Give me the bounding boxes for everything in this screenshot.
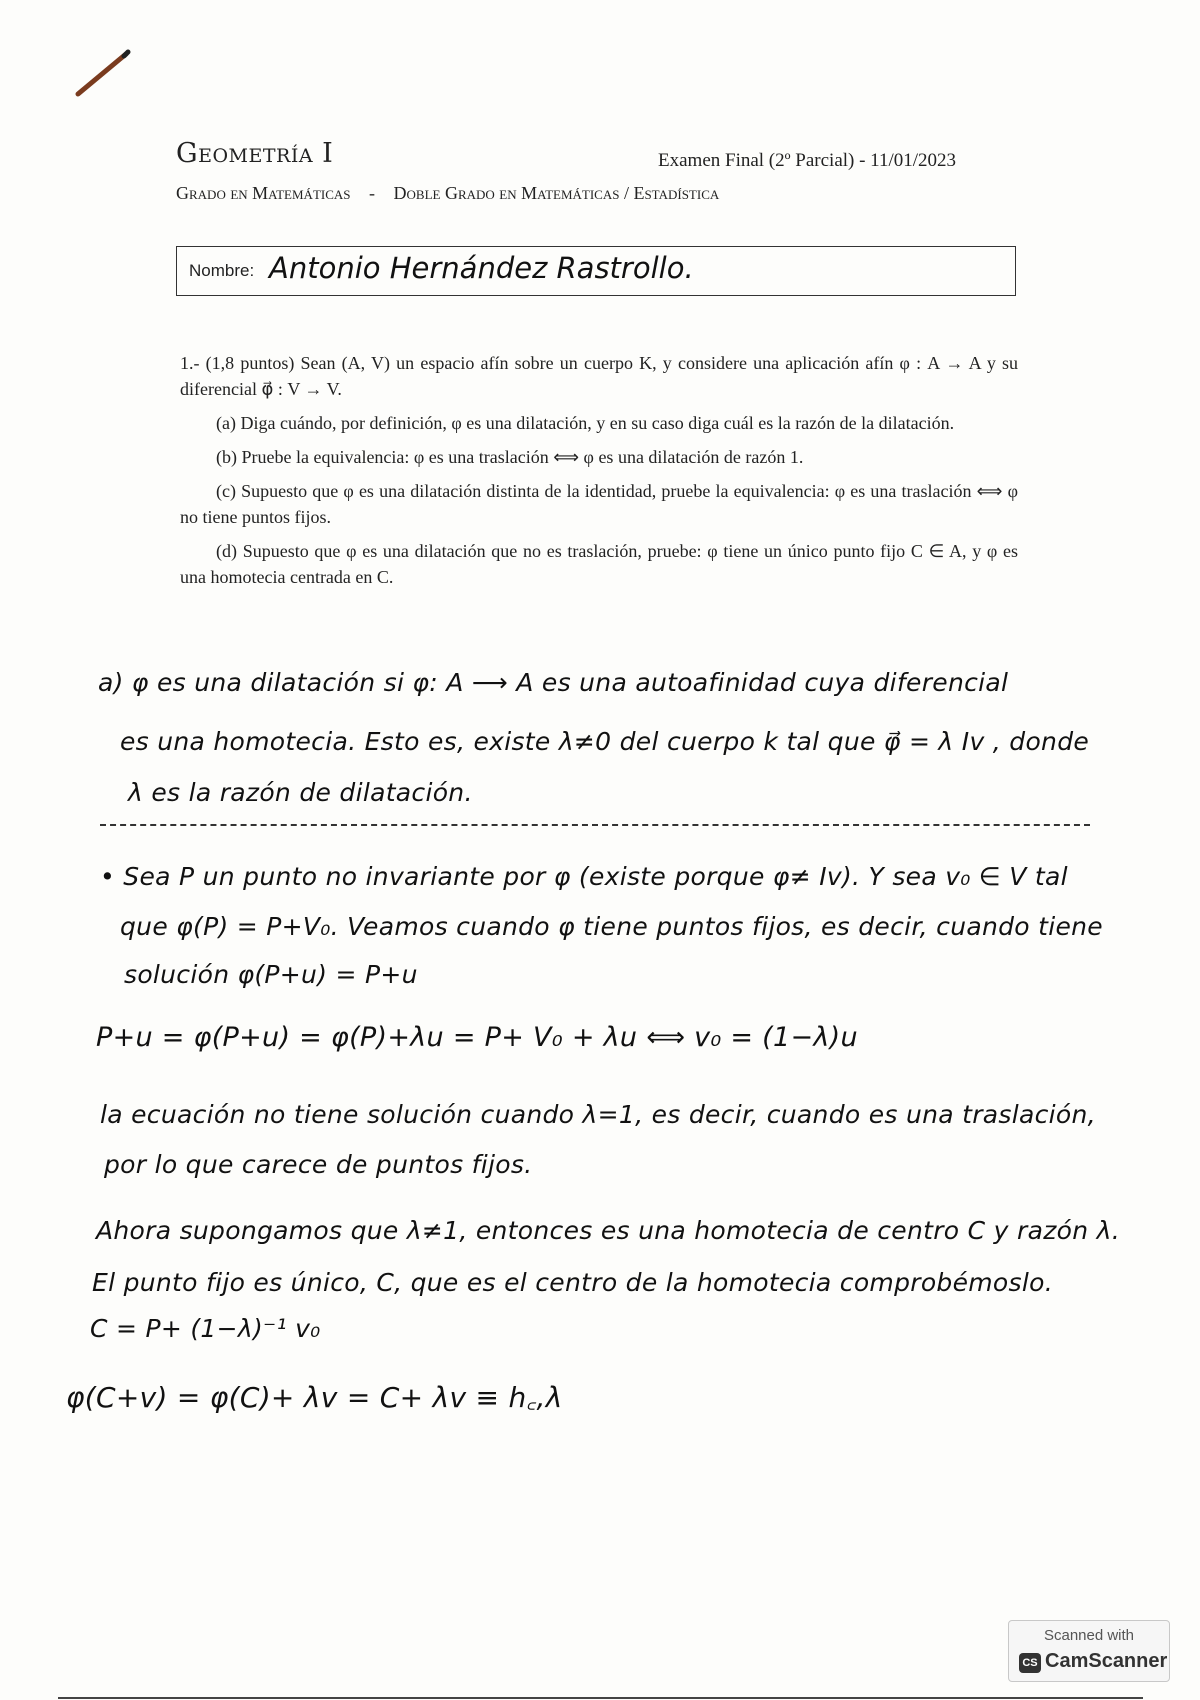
answer-line-8: la ecuación no tiene solución cuando λ=1, es decir, cuando es una traslación, bbox=[100, 1100, 1096, 1129]
answer-line-6: solución φ(P+u) = P+u bbox=[124, 960, 418, 989]
answer-line-1: a) φ es una dilatación si φ: A ⟶ A es una autoafinidad cuya diferencial bbox=[98, 668, 1009, 697]
pencil-mark-icon bbox=[70, 48, 150, 100]
answer-line-9: por lo que carece de puntos fijos. bbox=[104, 1150, 533, 1179]
question-intro: 1.- (1,8 puntos) Sean (A, V) un espacio afín sobre un cuerpo K, y considere una aplicación afín φ : A → A y su diferencial φ⃗ : V → V. bbox=[180, 353, 1018, 399]
camscanner-logo-icon: CS bbox=[1019, 1653, 1041, 1673]
question-part-c: (c) Supuesto que φ es una dilatación distinta de la identidad, pruebe la equivalencia: φ es una traslación ⟺ φ no tiene puntos fijos. bbox=[180, 481, 1018, 527]
degree-right: Doble Grado en Matemáticas / Estadística bbox=[393, 183, 720, 203]
answer-line-13: φ(C+v) = φ(C)+ λv = C+ λv ≡ h꜀,λ bbox=[66, 1381, 563, 1414]
question-part-a: (a) Diga cuándo, por definición, φ es una dilatación, y en su caso diga cuál es la razón de la dilatación. bbox=[216, 413, 955, 433]
section-divider bbox=[100, 824, 1090, 828]
question-part-b: (b) Pruebe la equivalencia: φ es una traslación ⟺ φ es una dilatación de razón 1. bbox=[216, 447, 804, 467]
answer-line-2: es una homotecia. Esto es, existe λ≠0 del cuerpo k tal que φ⃗ = λ Iv , donde bbox=[120, 727, 1090, 756]
degree-line bbox=[176, 183, 719, 204]
answer-line-11: El punto fijo es único, C, que es el centro de la homotecia comprobémoslo. bbox=[92, 1268, 1053, 1297]
answer-line-7: P+u = φ(P+u) = φ(P)+λu = P+ V₀ + λu ⟺ v₀ = (1−λ)u bbox=[96, 1022, 858, 1053]
name-label: Nombre: bbox=[189, 261, 255, 280]
watermark-line-2: CamScanner bbox=[1045, 1650, 1168, 1672]
question-part-d: (d) Supuesto que φ es una dilatación que no es traslación, pruebe: φ tiene un único punto fijo C ∈ A, y φ es una homotecia centrada en C. bbox=[180, 541, 1018, 587]
answer-line-3: λ es la razón de dilatación. bbox=[128, 778, 473, 807]
degree-left: Grado en Matemáticas bbox=[176, 183, 351, 203]
camscanner-watermark bbox=[1008, 1620, 1170, 1682]
answer-line-12: C = P+ (1−λ)⁻¹ v₀ bbox=[90, 1314, 321, 1343]
answer-line-4: • Sea P un punto no invariante por φ (existe porque φ≠ Iv). Y sea v₀ ∈ V tal bbox=[100, 862, 1068, 891]
watermark-line-1: Scanned with bbox=[1043, 1627, 1135, 1644]
name-box bbox=[176, 246, 1016, 296]
exam-info: Examen Final (2º Parcial) - 11/01/2023 bbox=[658, 150, 957, 171]
answer-line-10: Ahora supongamos que λ≠1, entonces es una homotecia de centro C y razón λ. bbox=[96, 1216, 1120, 1245]
bottom-rule bbox=[58, 1697, 1143, 1699]
course-title: Geometría I bbox=[176, 138, 334, 169]
answer-line-5: que φ(P) = P+V₀. Veamos cuando φ tiene puntos fijos, es decir, cuando tiene bbox=[120, 912, 1103, 941]
question-block bbox=[180, 350, 1018, 598]
name-value: Antonio Hernández Rastrollo. bbox=[269, 251, 694, 285]
degree-separator: - bbox=[369, 183, 376, 203]
